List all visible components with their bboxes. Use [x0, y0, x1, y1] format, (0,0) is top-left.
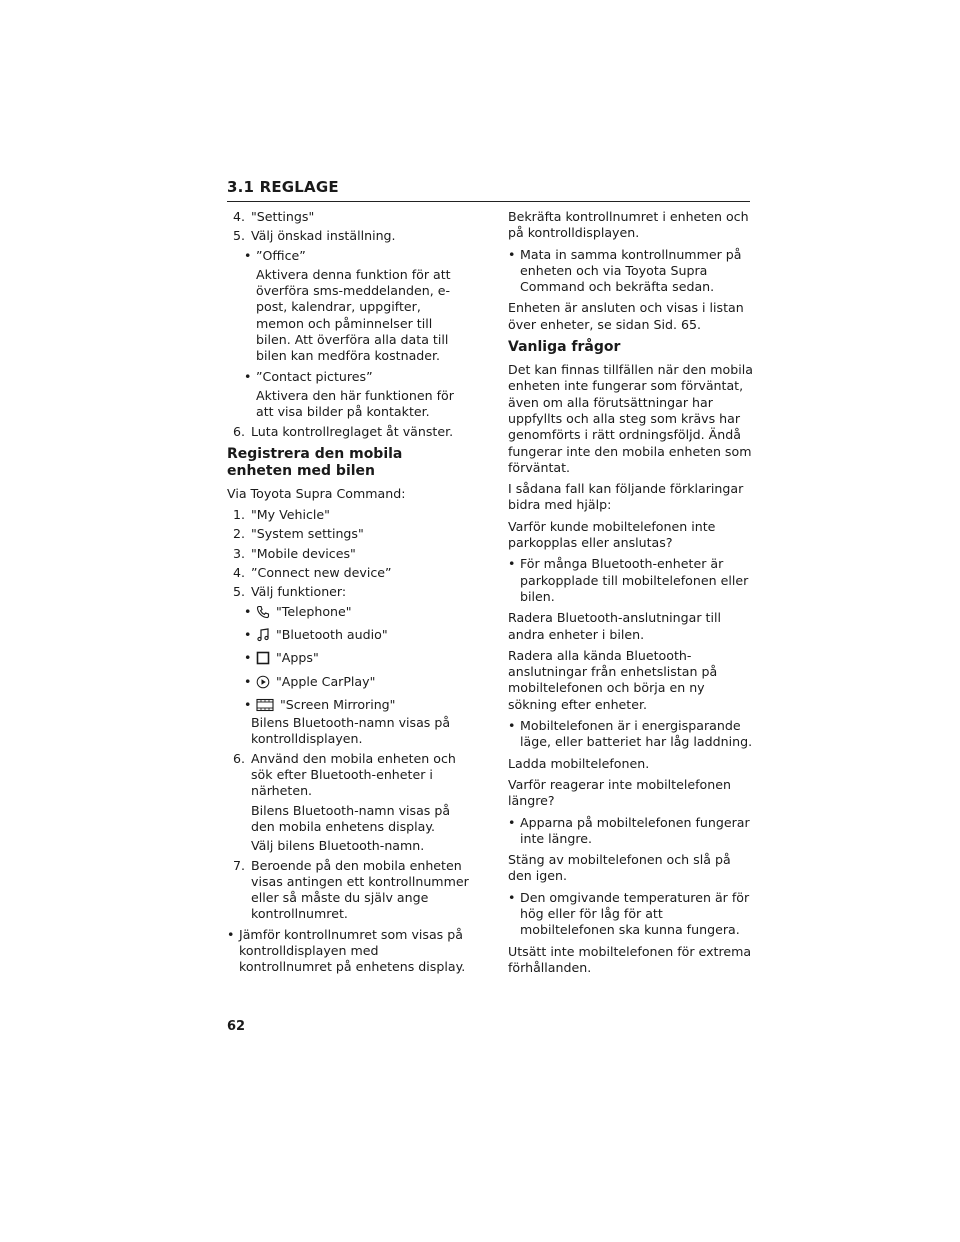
q2-answer: Stäng av mobiltelefonen och slå på den igen.: [508, 852, 731, 884]
function-carplay: • "Apple CarPlay": [244, 673, 376, 689]
reg-step-5: 5. Välj funktioner:: [233, 584, 347, 600]
confirm-text: Bekräfta kontrollnumret i enheten och på kontrolldisplayen.: [508, 209, 749, 241]
function-screen-mirroring: • "Screen Mirroring": [244, 696, 396, 712]
right-column: [508, 209, 754, 981]
screen-mirroring-icon: [256, 698, 274, 712]
bt-name-shown: Bilens Bluetooth-namn visas på kontrolldisplayen.: [251, 715, 451, 747]
connected-text: Enheten är ansluten och visas i listan över enheter, se sidan Sid. 65.: [508, 300, 744, 332]
function-apps: • "Apps": [244, 650, 319, 666]
reg-step-7: 7. Beroende på den mobila enheten visas antingen ett kontrollnummer eller så måste du själv ange kontrollnumret.: [233, 857, 469, 922]
contact-option: • ”Contact pictures”: [244, 368, 373, 384]
choose-bt-name: Välj bilens Bluetooth-namn.: [251, 838, 425, 854]
section-header: [227, 177, 750, 202]
register-intro: Via Toyota Supra Command:: [227, 485, 406, 501]
question-2: Varför reagerar inte mobiltelefonen längre?: [508, 776, 731, 809]
q2-bullet: • Apparna på mobiltelefonen fungerar inte längre.: [508, 814, 750, 846]
office-desc: Aktivera denna funktion för att överföra sms-meddelanden, e-post, kalendrar, uppgifter, memon och påminnelser till bilen. Att överföra alla data till bilen kan medföra kostnader.: [256, 266, 451, 364]
q1-answer-1: Radera Bluetooth-anslutningar till andra enheter i bilen.: [508, 610, 721, 642]
reg-step-2: 2. "System settings": [233, 526, 364, 542]
function-telephone: • "Telephone": [244, 603, 352, 619]
reg-step-1: 1. "My Vehicle": [233, 507, 330, 523]
left-column: [227, 209, 470, 981]
step-4: 4. "Settings": [233, 209, 315, 224]
section-title: 3.1 REGLAGE: [227, 178, 339, 196]
compare-bullet: • Jämför kontrollnumret som visas på kontrolldisplayen med kontrollnumret på enhetens display.: [227, 926, 466, 975]
office-option: • ”Office”: [244, 247, 306, 263]
q1-bullet-2: • Mobiltelefonen är i energisparande läge, eller batteriet har låg laddning.: [508, 718, 753, 750]
reg-step-6: 6. Använd den mobila enheten och sök efter Bluetooth-enheter i närheten.: [233, 750, 456, 799]
step-5: 5. Välj önskad inställning.: [233, 228, 396, 244]
reg-step-3: 3. "Mobile devices": [233, 545, 356, 561]
music-note-icon: [256, 628, 270, 642]
question-1: Varför kunde mobiltelefonen inte parkopplas eller anslutas?: [508, 518, 716, 551]
apps-square-icon: [256, 651, 270, 665]
function-bluetooth-audio: • "Bluetooth audio": [244, 626, 388, 642]
q1-bullet: • För många Bluetooth-enheter är parkopplade till mobiltelefonen eller bilen.: [508, 556, 749, 604]
page-number: 62: [227, 1019, 246, 1034]
q2-answer-2: Utsätt inte mobiltelefonen för extrema förhållanden.: [508, 943, 752, 975]
contact-desc: Aktivera den här funktionen för att visa bilder på kontakter.: [256, 387, 454, 420]
q1-answer-2: Radera alla kända Bluetooth-anslutningar från enhetslistan på mobiltelefonen och börja en ny sökning efter enheter.: [508, 647, 718, 712]
q2-bullet-2: • Den omgivande temperaturen är för hög eller för låg för att mobiltelefonen ska kunna fungera.: [508, 889, 750, 938]
faq-help: I sådana fall kan följande förklaringar bidra med hjälp:: [508, 481, 744, 513]
register-heading: Registrera den mobila enheten med bilen: [227, 445, 403, 479]
phone-icon: [256, 605, 270, 619]
bt-name-device: Bilens Bluetooth-namn visas på den mobila enhetens display.: [251, 802, 451, 834]
enter-bullet: • Mata in samma kontrollnummer på enheten och via Toyota Supra Command och bekräfta sedan.: [508, 246, 742, 295]
step-6: 6. Luta kontrollreglaget åt vänster.: [233, 423, 454, 439]
q1-answer-3: Ladda mobiltelefonen.: [508, 755, 650, 771]
faq-heading: Vanliga frågor: [508, 339, 621, 356]
reg-step-4: 4. ”Connect new device”: [233, 565, 392, 581]
carplay-play-icon: [256, 675, 270, 689]
faq-intro: Det kan finnas tillfällen när den mobila enheten inte fungerar som förväntat, även om alla förutsättningar har uppfyllts och alla steg som krävs har genomförts i rätt ordningsföljd. Ändå fungerar inte den mobila enheten som förväntat.: [508, 362, 753, 475]
